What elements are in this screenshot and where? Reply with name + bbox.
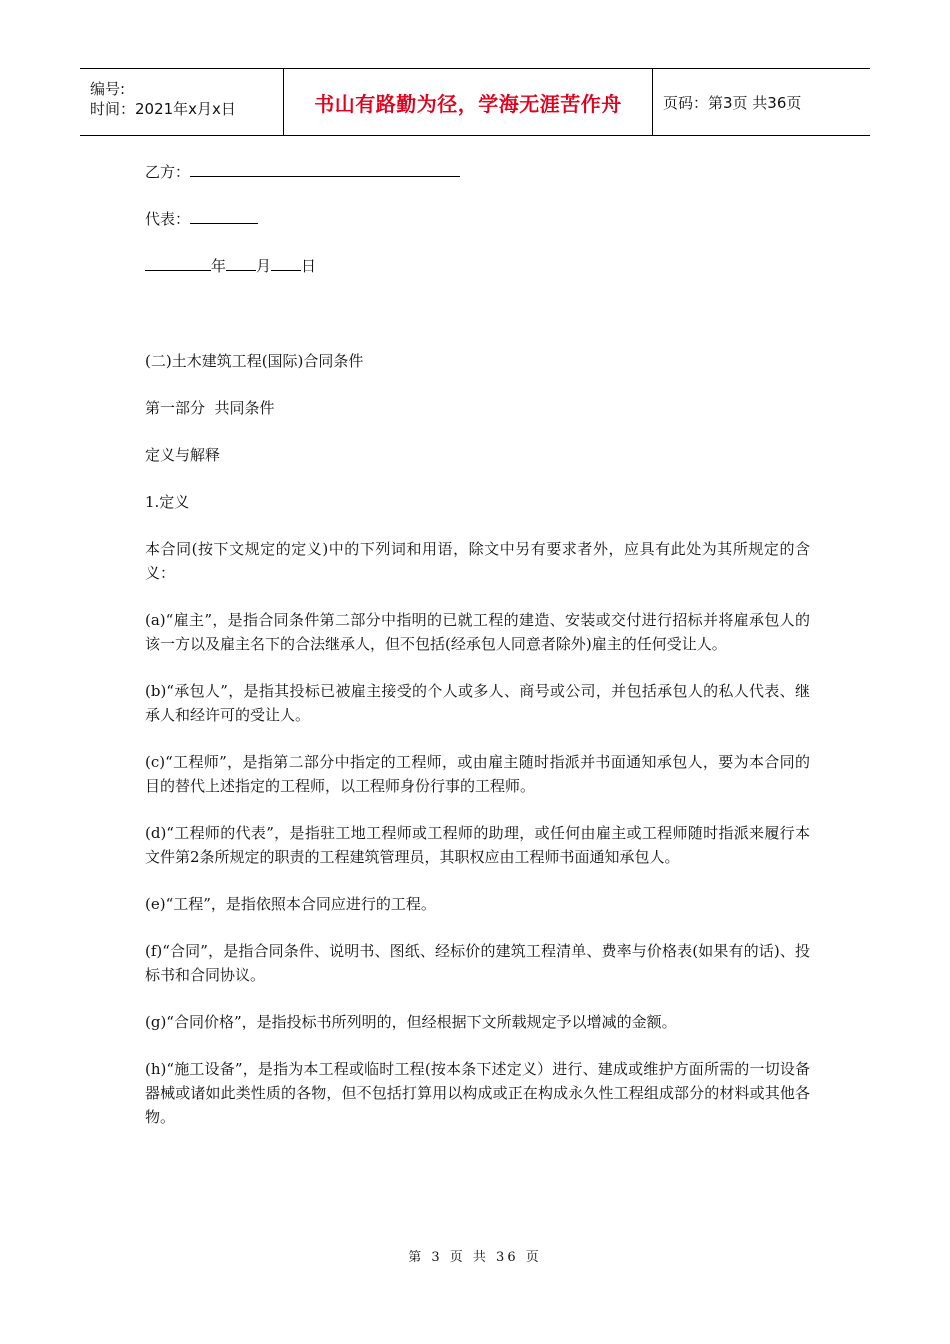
month-label: 月: [256, 257, 272, 275]
paragraph-works: (e)“工程”，是指依照本合同应进行的工程。: [145, 895, 436, 913]
document-date: 时间：2021年x月x日: [90, 100, 236, 118]
header-page-info: 页码：第3页 共36页: [663, 93, 802, 112]
paragraph-engineer-representative: (d)“工程师的代表”，是指驻工地工程师或工程师的助理，或任何由雇主或工程师随时指派来履行本文件第2条所规定的职责的工程建筑管理员，其职权应由工程师书面通知承包人。: [145, 824, 810, 866]
party-b-blank: [190, 160, 460, 177]
chapter-title: 定义与解释: [145, 446, 221, 464]
clause-title: 1.定义: [145, 493, 190, 511]
page-footer: 第 3 页 共 36 页: [408, 1250, 542, 1265]
part-title: 第一部分 共同条件: [145, 399, 275, 417]
header-motto: 书山有路勤为径，学海无涯苦作舟: [283, 69, 653, 135]
day-blank: [271, 254, 301, 271]
party-b-line: [145, 160, 810, 184]
party-b-label: 乙方：: [145, 163, 191, 181]
year-label: 年: [211, 257, 227, 275]
date-line: [145, 254, 810, 278]
representative-line: [145, 207, 810, 231]
header-meta: [80, 69, 283, 135]
section-spacer: [145, 301, 810, 349]
paragraph-contract: (f)“合同”，是指合同条件、说明书、图纸、经标价的建筑工程清单、费率与价格表(如果有的话)、投标书和合同协议。: [145, 942, 810, 984]
paragraph-contract-price: (g)“合同价格”，是指投标书所列明的，但经根据下文所载规定予以增减的金额。: [145, 1013, 677, 1031]
section-subtitle: (二)土木建筑工程(国际)合同条件: [145, 352, 364, 370]
year-blank: [145, 254, 211, 271]
paragraph-contractor: (b)“承包人”，是指其投标已被雇主接受的个人或多人、商号或公司，并包括承包人的私人代表、继承人和经许可的受让人。: [145, 682, 810, 724]
paragraph-constructional-plant: (h)“施工设备”，是指为本工程或临时工程(按本条下述定义）进行、建成或维护方面所需的一切设备器械或诸如此类性质的各物，但不包括打算用以构成或正在构成永久性工程组成部分的材料或其他各物。: [145, 1060, 810, 1126]
month-blank: [226, 254, 256, 271]
document-number-label: 编号:: [90, 80, 126, 98]
paragraph-engineer: (c)“工程师”，是指第二部分中指定的工程师，或由雇主随时指派并书面通知承包人，要为本合同的目的替代上述指定的工程师，以工程师身份行事的工程师。: [145, 753, 810, 795]
representative-blank: [190, 207, 258, 224]
document-body: [145, 160, 810, 1152]
representative-label: 代表：: [145, 210, 191, 228]
paragraph-employer: (a)“雇主”，是指合同条件第二部分中指明的已就工程的建造、安装或交付进行招标并将雇承包人的该一方以及雇主名下的合法继承人，但不包括(经承包人同意者除外)雇主的任何受让人。: [145, 611, 810, 653]
paragraph-intro: 本合同(按下文规定的定义)中的下列词和用语，除文中另有要求者外，应具有此处为其所规定的含义：: [145, 540, 810, 582]
page-header: [80, 68, 870, 136]
day-label: 日: [301, 257, 317, 275]
